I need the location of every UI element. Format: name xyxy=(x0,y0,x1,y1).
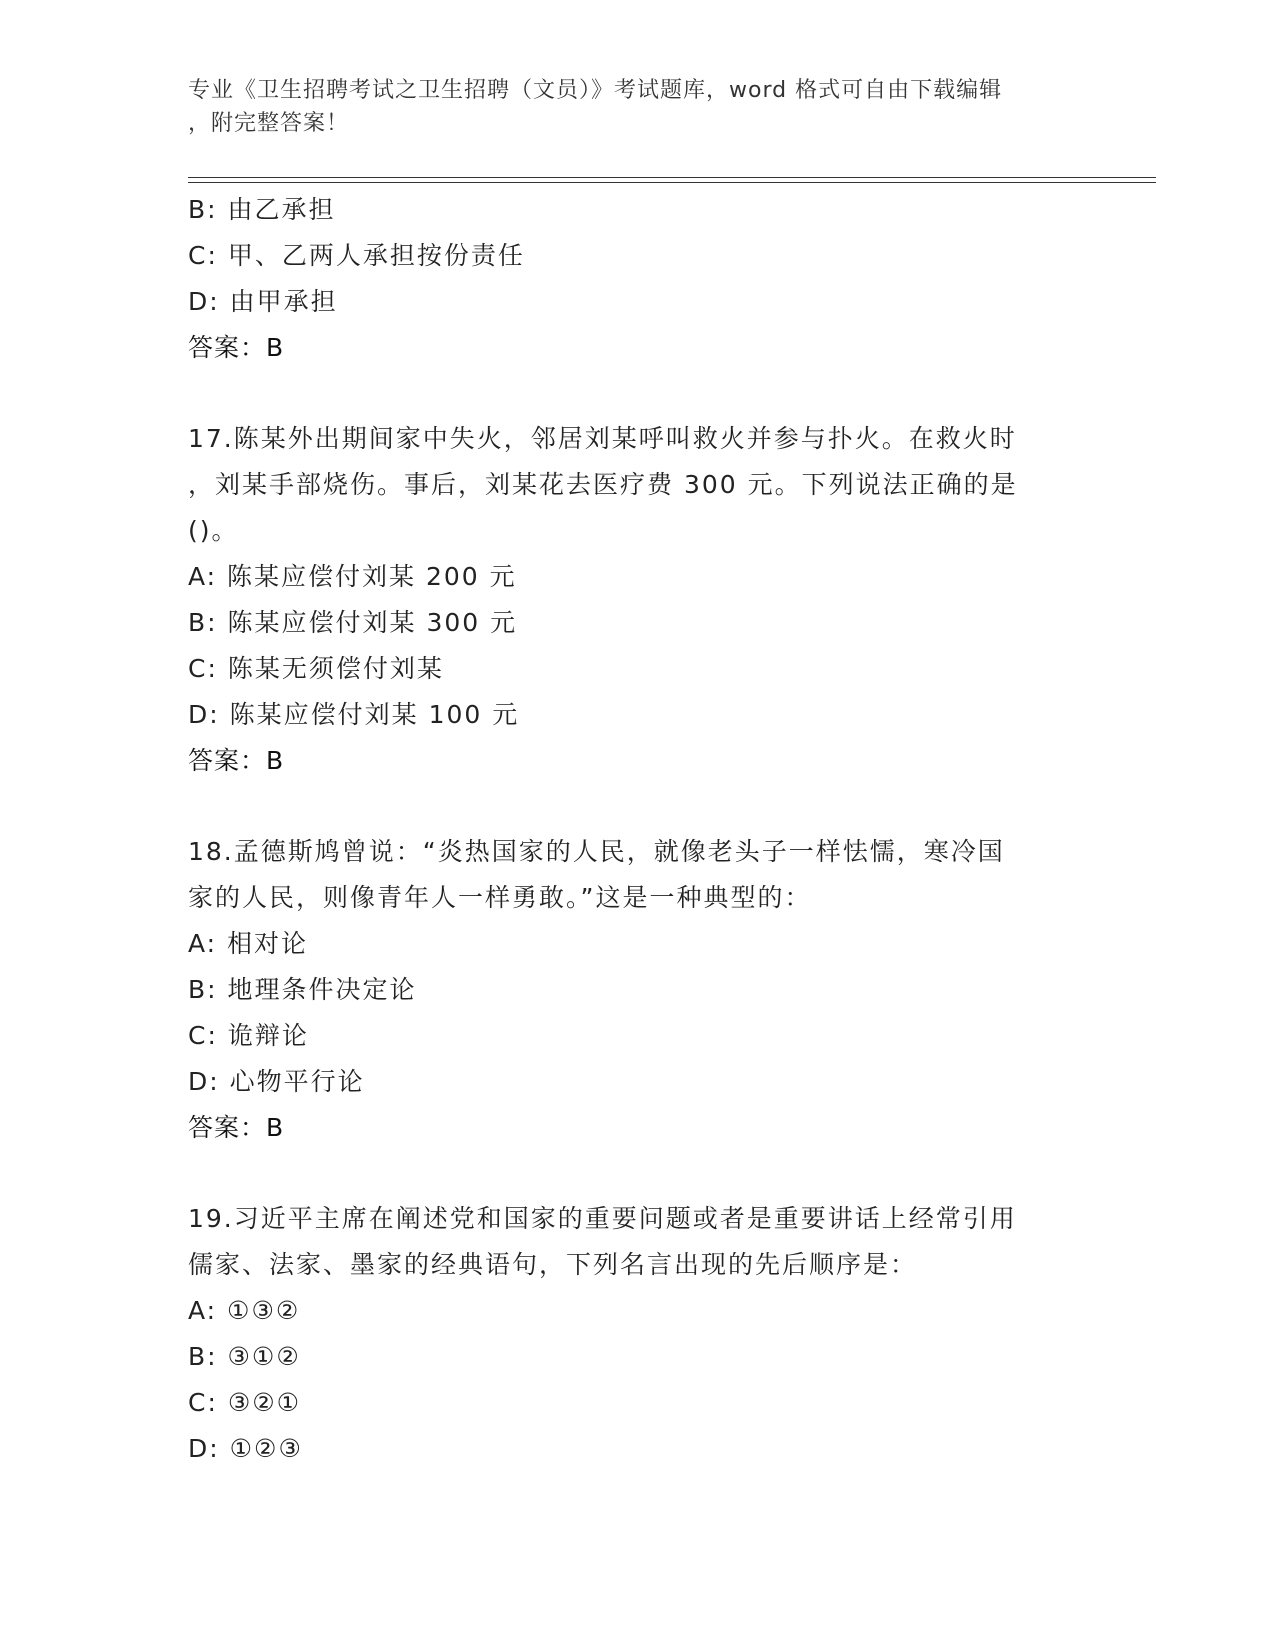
header-line-1: 专业《卫生招聘考试之卫生招聘（文员）》考试题库，word 格式可自由下载编辑 xyxy=(188,78,1003,103)
header-line-2: ，附完整答案！ xyxy=(188,111,350,136)
q17-answer: 答案：B xyxy=(188,746,285,775)
document-header xyxy=(188,74,1088,140)
q16-option-b: B: 由乙承担 xyxy=(188,195,336,224)
header-divider-top xyxy=(188,177,1156,178)
q19-stem-line-1: 19.习近平主席在阐述党和国家的重要问题或者是重要讲话上经常引用 xyxy=(188,1204,1017,1233)
q16-option-d: D: 由甲承担 xyxy=(188,287,338,316)
q18-option-b: B: 地理条件决定论 xyxy=(188,975,417,1004)
q18-answer: 答案：B xyxy=(188,1113,285,1142)
q17-stem-line-3: ()。 xyxy=(188,516,239,545)
spacer xyxy=(188,1151,1088,1196)
header-divider-bottom xyxy=(188,182,1156,183)
q19-option-b: B: ③①② xyxy=(188,1342,301,1371)
question-16 xyxy=(188,187,1088,371)
question-17 xyxy=(188,416,1088,784)
q18-stem-line-2: 家的人民，则像青年人一样勇敢。”这是一种典型的： xyxy=(188,883,812,912)
q18-option-c: C: 诡辩论 xyxy=(188,1021,309,1050)
q17-option-a: A: 陈某应偿付刘某 200 元 xyxy=(188,562,517,591)
q17-stem-line-1: 17.陈某外出期间家中失火，邻居刘某呼叫救火并参与扑火。在救火时 xyxy=(188,424,1017,453)
question-19 xyxy=(188,1196,1088,1472)
question-content xyxy=(188,187,1088,1472)
q18-option-a: A: 相对论 xyxy=(188,929,309,958)
q17-option-d: D: 陈某应偿付刘某 100 元 xyxy=(188,700,520,729)
q19-option-a: A: ①③② xyxy=(188,1296,301,1325)
q19-stem-line-2: 儒家、法家、墨家的经典语句，下列名言出现的先后顺序是： xyxy=(188,1250,918,1279)
q17-option-b: B: 陈某应偿付刘某 300 元 xyxy=(188,608,518,637)
q18-option-d: D: 心物平行论 xyxy=(188,1067,365,1096)
q18-stem-line-1: 18.孟德斯鸠曾说：“炎热国家的人民，就像老头子一样怯懦，寒冷国 xyxy=(188,837,1005,866)
q17-option-c: C: 陈某无须偿付刘某 xyxy=(188,654,444,683)
spacer xyxy=(188,371,1088,416)
q19-option-d: D: ①②③ xyxy=(188,1434,303,1463)
q16-option-c: C: 甲、乙两人承担按份责任 xyxy=(188,241,525,270)
q17-stem-line-2: ，刘某手部烧伤。事后，刘某花去医疗费 300 元。下列说法正确的是 xyxy=(188,470,1018,499)
q19-option-c: C: ③②① xyxy=(188,1388,302,1417)
q16-answer: 答案：B xyxy=(188,333,285,362)
spacer xyxy=(188,784,1088,829)
question-18 xyxy=(188,829,1088,1151)
